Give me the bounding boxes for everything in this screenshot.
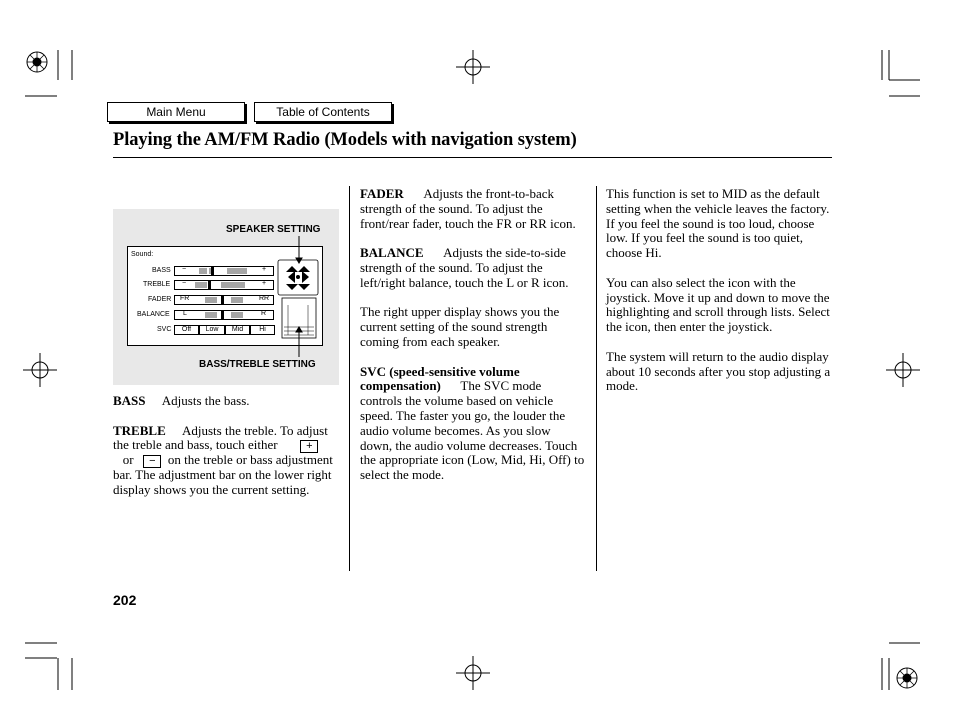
treble-plus-icon: + [262,280,267,287]
treble-minus-icon: − [182,280,187,287]
column-2-text [360,187,586,498]
svc-hi-option: Hi [250,325,275,335]
balance-term: BALANCE [360,245,424,261]
screen-heading: Sound: [131,251,154,258]
svc-off-option: Off [174,325,199,335]
treble-row-label: TREBLE [143,281,171,288]
speaker-setting-caption: SPEAKER SETTING [226,224,321,235]
main-menu-button[interactable]: Main Menu [107,102,245,122]
default-setting-paragraph: This function is set to MID as the default setting when the vehicle leaves the factory. If you feel the sound is too loud, choose low. If you feel the sound is too quiet, choose Hi. [606,186,830,261]
balance-l-label: L [183,310,187,317]
plus-icon: + [300,440,318,453]
column-divider-1 [349,186,350,571]
bass-row-label: BASS [152,267,171,274]
bass-description: Adjusts the bass. [161,393,250,408]
treble-description-2: on the treble or bass adjustment bar. The adjustment bar on the lower right display shows you the current setting. [113,452,333,497]
svc-mid-option: Mid [225,325,250,335]
display-description: The right upper display shows you the current setting of the sound strength coming from each speaker. [360,304,560,349]
svc-description: The SVC mode controls the volume based on vehicle speed. The faster you go, the louder the audio volume becomes. As you slow down, the audio volume decreases. Touch the appropriate icon (Low, Mid, Hi, Off) to select the mode. [360,378,585,483]
bass-minus-icon: − [182,266,187,273]
svc-low-option: Low [199,325,225,335]
treble-term: TREBLE [113,422,166,438]
fader-fr-label: FR [180,295,190,302]
joystick-paragraph: You can also select the icon with the joystick. Move it up and down to move the highlighting and scroll through lists. Select the icon, then enter the joystick. [606,274,830,335]
column-1-text [113,394,341,512]
auto-return-paragraph: The system will return to the audio display about 10 seconds after you stop adjusting a mode. [606,348,831,394]
treble-description-1: Adjusts the treble. To adjust the treble and bass, touch either [113,422,328,453]
bass-term: BASS [113,393,146,408]
balance-description: Adjusts the side-to-side strength of the sound. To adjust the left/right balance, touch the L or R icon. [360,245,569,290]
balance-r-label: R [261,310,267,317]
table-of-contents-button[interactable]: Table of Contents [254,102,392,122]
or-word: or [122,452,134,468]
fader-description: Adjusts the front-to-back strength of the sound. To adjust the front/rear fader, touch the FR or RR icon. [360,186,576,231]
bass-plus-icon: + [262,266,267,273]
page-number: 202 [113,592,137,608]
column-3-text [606,187,836,409]
page-title: Playing the AM/FM Radio (Models with navigation system) [113,130,577,150]
column-divider-2 [596,186,597,571]
svc-row-label: SVC [157,326,172,333]
fader-row-label: FADER [148,296,172,303]
fader-term: FADER [360,186,404,201]
fader-rr-label: RR [259,295,270,302]
svc-term: SVC (speed-sensitive volume compensation) [360,363,520,394]
minus-icon: − [143,455,161,468]
bass-treble-setting-caption: BASS/TREBLE SETTING [199,359,316,370]
balance-row-label: BALANCE [137,311,170,318]
